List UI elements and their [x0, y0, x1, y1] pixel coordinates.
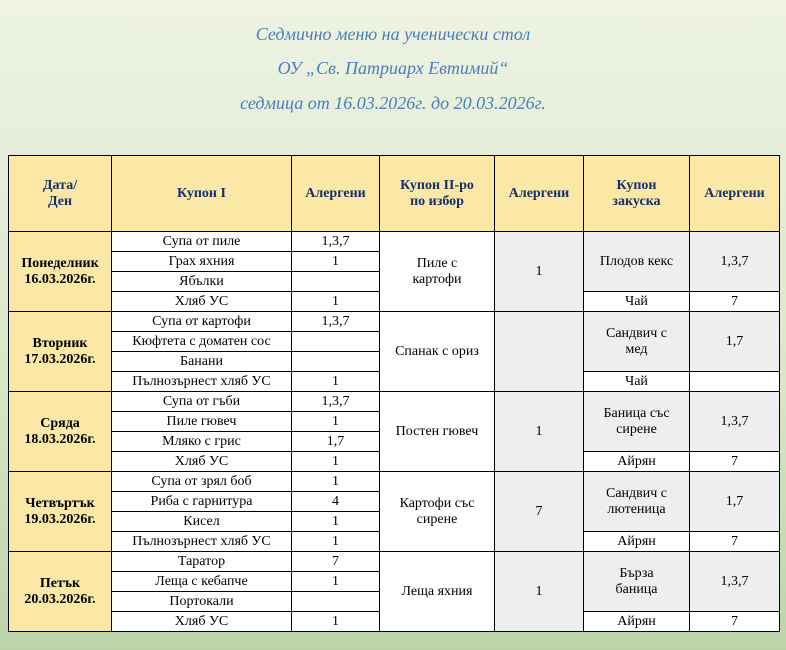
- dish-cell: Хляб УС: [112, 292, 292, 312]
- dish-allergens-cell: 1: [292, 252, 380, 272]
- table-row: [9, 552, 780, 572]
- drink-cell: Чай: [584, 292, 690, 312]
- dish-allergens-cell: 1: [292, 472, 380, 492]
- dish-allergens-cell: 1: [292, 532, 380, 552]
- snack-allergens-cell: 1,3,7: [690, 392, 780, 452]
- coupon2-cell: Пиле с картофи: [380, 232, 495, 312]
- school-name: ОУ „Св. Патриарх Евтимий“: [277, 58, 509, 78]
- snack-allergens-cell: 1,3,7: [690, 232, 780, 292]
- coupon2-cell: Леща яхния: [380, 552, 495, 632]
- snack-cell: Баница със сирене: [584, 392, 690, 452]
- day-cell: Вторник 17.03.2026г.: [9, 312, 112, 392]
- coupon2-allergens-cell: [495, 312, 584, 392]
- table-row: [9, 392, 780, 412]
- snack-cell: Сандвич с лютеница: [584, 472, 690, 532]
- snack-allergens-cell: 1,7: [690, 472, 780, 532]
- dish-cell: Супа от пиле: [112, 232, 292, 252]
- dish-cell: Банани: [112, 352, 292, 372]
- dish-allergens-cell: 1: [292, 512, 380, 532]
- drink-allergens-cell: 7: [690, 452, 780, 472]
- coupon2-allergens-cell: 7: [495, 472, 584, 552]
- dish-allergens-cell: [292, 592, 380, 612]
- snack-cell: Бърза баница: [584, 552, 690, 612]
- snack-allergens-cell: 1,3,7: [690, 552, 780, 612]
- table-row: [9, 232, 780, 252]
- header-date: Дата/ Ден: [9, 156, 112, 232]
- dish-cell: Пиле гювеч: [112, 412, 292, 432]
- drink-cell: Чай: [584, 372, 690, 392]
- dish-cell: Таратор: [112, 552, 292, 572]
- dish-cell: Грах яхния: [112, 252, 292, 272]
- dish-cell: Хляб УС: [112, 612, 292, 632]
- header-allergens1: Алергени: [292, 156, 380, 232]
- dish-allergens-cell: 1,3,7: [292, 232, 380, 252]
- header-coupon1: Купон I: [112, 156, 292, 232]
- dish-allergens-cell: 1,7: [292, 432, 380, 452]
- coupon2-allergens-cell: 1: [495, 392, 584, 472]
- dish-allergens-cell: [292, 272, 380, 292]
- drink-allergens-cell: 7: [690, 612, 780, 632]
- dish-cell: Ябълки: [112, 272, 292, 292]
- day-cell: Четвъртък 19.03.2026г.: [9, 472, 112, 552]
- dish-cell: Супа от зрял боб: [112, 472, 292, 492]
- snack-allergens-cell: 1,7: [690, 312, 780, 372]
- snack-cell: Сандвич с мед: [584, 312, 690, 372]
- coupon2-cell: Картофи със сирене: [380, 472, 495, 552]
- drink-allergens-cell: 7: [690, 532, 780, 552]
- dish-allergens-cell: 1: [292, 572, 380, 592]
- day-cell: Петък 20.03.2026г.: [9, 552, 112, 632]
- table-row: [9, 472, 780, 492]
- dish-cell: Хляб УС: [112, 452, 292, 472]
- day-cell: Сряда 18.03.2026г.: [9, 392, 112, 472]
- dish-cell: Мляко с грис: [112, 432, 292, 452]
- coupon2-cell: Спанак с ориз: [380, 312, 495, 392]
- drink-cell: Айрян: [584, 452, 690, 472]
- dish-allergens-cell: [292, 332, 380, 352]
- dish-cell: Кюфтета с доматен сос: [112, 332, 292, 352]
- header-coupon2: Купон II-ро по избор: [380, 156, 495, 232]
- dish-cell: Пълнозърнест хляб УС: [112, 372, 292, 392]
- drink-cell: Айрян: [584, 532, 690, 552]
- dish-cell: Супа от гъби: [112, 392, 292, 412]
- weekly-menu-table: [8, 155, 780, 632]
- dish-cell: Портокали: [112, 592, 292, 612]
- dish-allergens-cell: 1: [292, 412, 380, 432]
- menu-title: Седмично меню на ученически стол: [255, 24, 531, 44]
- coupon2-allergens-cell: 1: [495, 552, 584, 632]
- dish-allergens-cell: 1,3,7: [292, 392, 380, 412]
- dish-cell: Пълнозърнест хляб УС: [112, 532, 292, 552]
- week-range: седмица от 16.03.2026г. до 20.03.2026г.: [240, 93, 546, 113]
- drink-allergens-cell: [690, 372, 780, 392]
- dish-allergens-cell: 1,3,7: [292, 312, 380, 332]
- dish-cell: Риба с гарнитура: [112, 492, 292, 512]
- snack-cell: Плодов кекс: [584, 232, 690, 292]
- day-cell: Понеделник 16.03.2026г.: [9, 232, 112, 312]
- header-snack: Купон закуска: [584, 156, 690, 232]
- dish-allergens-cell: 1: [292, 372, 380, 392]
- dish-cell: Леща с кебапче: [112, 572, 292, 592]
- dish-allergens-cell: 1: [292, 612, 380, 632]
- header-row: [9, 156, 780, 232]
- dish-allergens-cell: 1: [292, 452, 380, 472]
- drink-cell: Айрян: [584, 612, 690, 632]
- dish-allergens-cell: [292, 352, 380, 372]
- dish-allergens-cell: 4: [292, 492, 380, 512]
- dish-cell: Супа от картофи: [112, 312, 292, 332]
- table-row: [9, 312, 780, 332]
- dish-cell: Кисел: [112, 512, 292, 532]
- header-allergens2: Алергени: [495, 156, 584, 232]
- dish-allergens-cell: 7: [292, 552, 380, 572]
- drink-allergens-cell: 7: [690, 292, 780, 312]
- header-allergens3: Алергени: [690, 156, 780, 232]
- coupon2-allergens-cell: 1: [495, 232, 584, 312]
- dish-allergens-cell: 1: [292, 292, 380, 312]
- coupon2-cell: Постен гювеч: [380, 392, 495, 472]
